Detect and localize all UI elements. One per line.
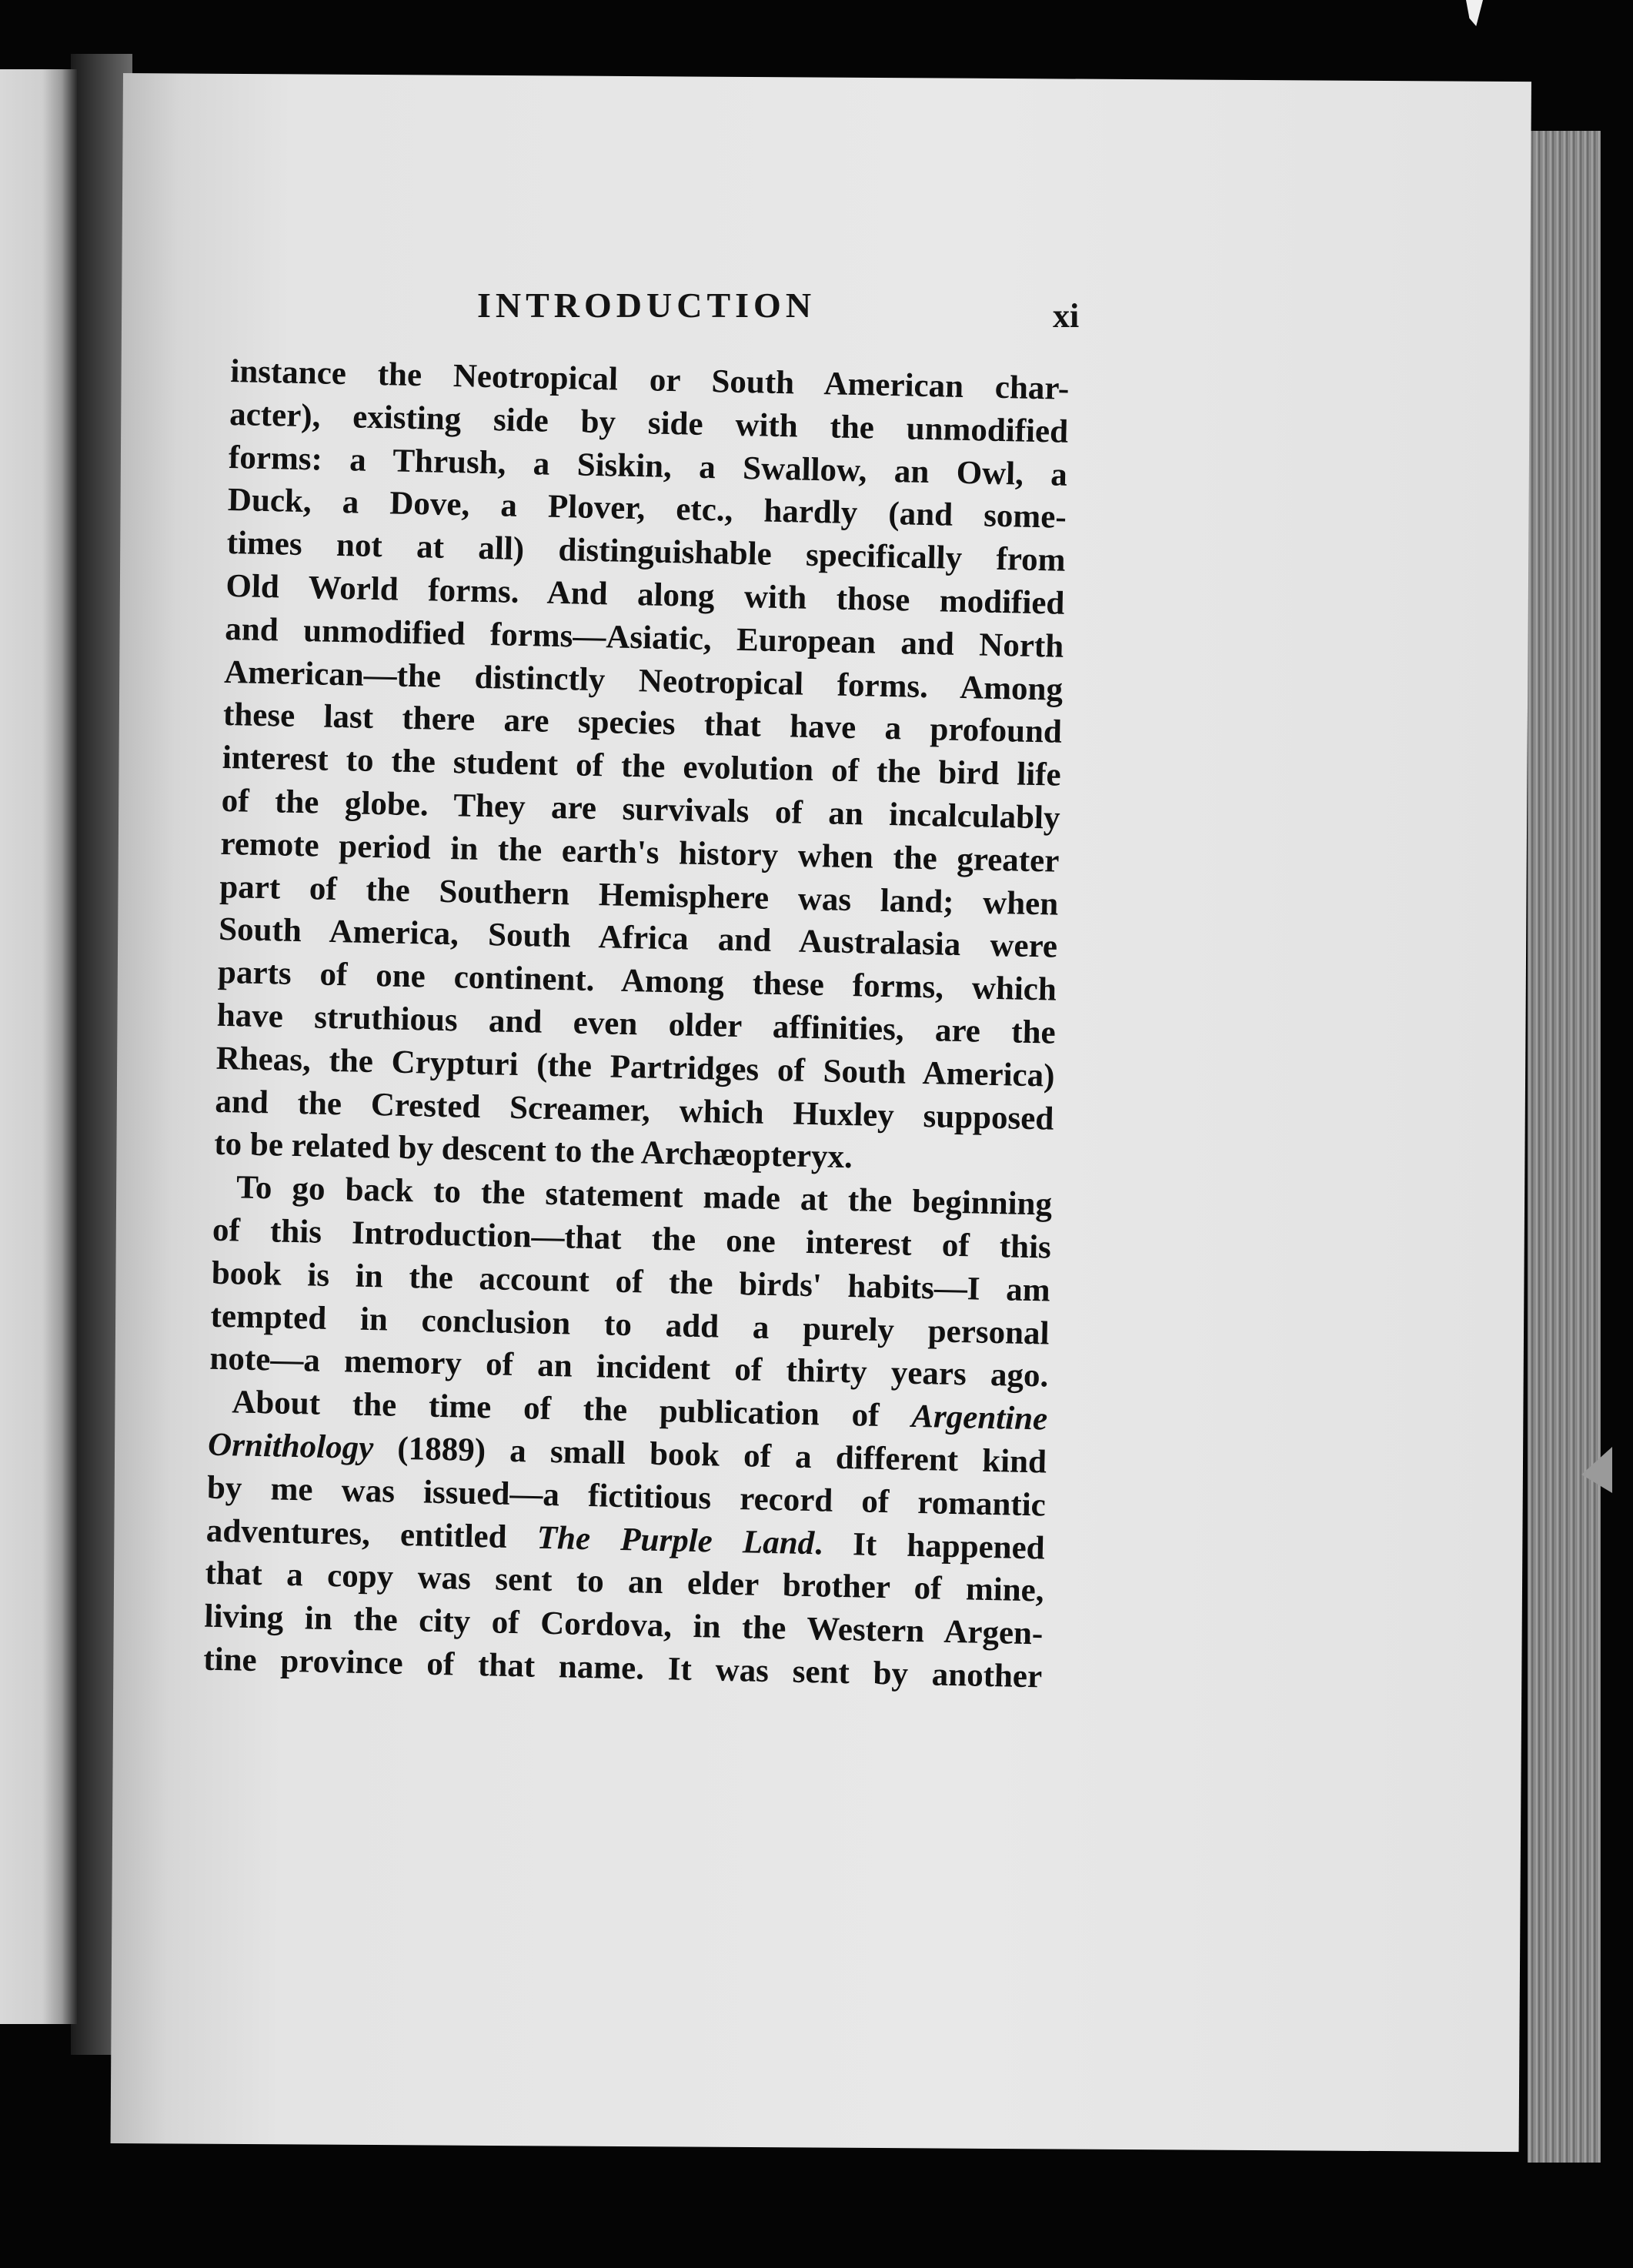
text-line: instance the Neotropical or South American char- [229, 352, 1070, 407]
page-stack-edge [1528, 131, 1601, 2163]
text-line: of the globe. They are survivals of an incalculably [221, 782, 1060, 837]
text-line: part of the Southern Hemisphere was land; when [219, 868, 1059, 923]
text-line: remote period in the earth's history when the greater [220, 825, 1060, 880]
text-run: . It happened [813, 1525, 1046, 1567]
text-line: forms: a Thrush, a Siskin, a Swallow, an Owl, a [228, 439, 1068, 493]
left-page-edge [0, 69, 77, 2024]
text-line: South America, South Africa and Australasia were [218, 911, 1058, 966]
text-line: parts of one continent. Among these forms, which [217, 954, 1057, 1008]
text-line: times not at all) distinguishable specifically from [226, 525, 1067, 579]
text-run: (1889) a small book of a different kind [396, 1430, 1047, 1481]
text-line: Duck, a Dove, a Plover, etc., hardly (and some- [227, 482, 1067, 536]
text-line: of this Introduction—that the one interest of this [212, 1211, 1052, 1266]
text-line: and the Crested Screamer, which Huxley supposed [215, 1083, 1054, 1137]
text-line: interest to the student of the evolution of the bird life [222, 740, 1062, 793]
text-line: American—the distinctly Neotropical forms. Among [223, 653, 1064, 708]
text-line: Rheas, the Crypturi (the Partridges of South America) [215, 1040, 1055, 1094]
text-line: note—a memory of an incident of thirty years ago. [209, 1341, 1049, 1395]
text-line: these last there are species that have a profound [222, 696, 1063, 751]
running-head: INTRODUCTION [477, 286, 816, 325]
body-text [203, 350, 1070, 1698]
text-line: Old World forms. And along with those modified [225, 567, 1065, 622]
text-line: by me was issued—a fictitious record of romantic [206, 1469, 1047, 1524]
text-line: To go back to the statement made at the beginning [235, 1169, 1053, 1223]
text-line: to be related by descent to the Archæopteryx. [213, 1126, 853, 1176]
text-line: and unmodified forms—Asiatic, European and North [224, 610, 1064, 665]
text-line: tine province of that name. It was sent by another [202, 1641, 1043, 1695]
text-line: living in the city of Cordova, in the Western Argen- [204, 1598, 1044, 1652]
text-run: adventures, entitled [205, 1512, 508, 1555]
text-line: acter), existing side by side with the unmodified [229, 396, 1069, 450]
text-line: book is in the account of the birds' habits—I am [211, 1254, 1051, 1309]
italic-title: The Purple Land [536, 1519, 815, 1562]
italic-title: Argentine [910, 1398, 1048, 1438]
text-run: About the time of the publication of [231, 1384, 880, 1435]
corner-mark [1466, 0, 1483, 26]
italic-title: Ornithology [207, 1426, 374, 1467]
text-line: have struthious and even older affinities, are the [216, 997, 1057, 1051]
page-number: xi [1053, 297, 1080, 335]
text-line: tempted in conclusion to add a purely personal [210, 1298, 1050, 1352]
text-line: that a copy was sent to an elder brother of mine, [205, 1555, 1044, 1609]
